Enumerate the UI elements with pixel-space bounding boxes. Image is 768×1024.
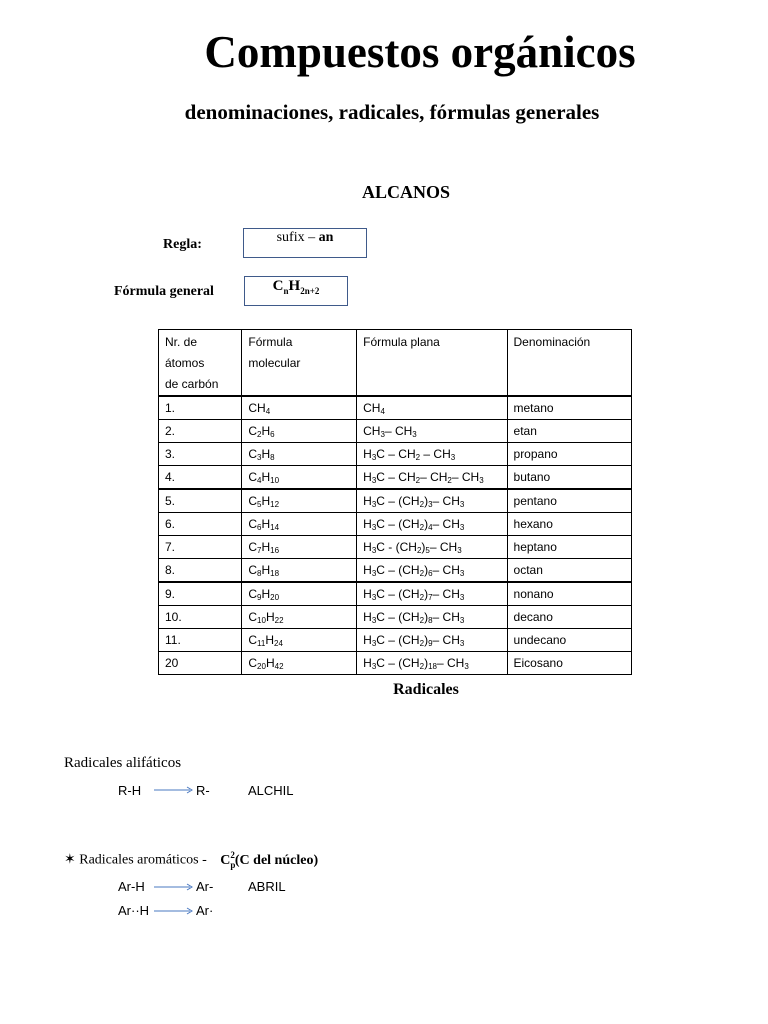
aromatic-radicals-list: [118, 875, 286, 923]
molecular-formula: $C_{11}H_{24}$: [248, 633, 283, 648]
header-line: átomos: [165, 356, 205, 370]
aliphatic-radicals-title: Radicales alifáticos: [64, 755, 182, 771]
molecular-formula-cell: [242, 420, 357, 443]
molecular-formula: $C_7H_{16}$: [248, 540, 280, 555]
molecular-formula-cell: [242, 652, 357, 675]
header-line: Nr. de: [165, 335, 198, 349]
header-line: Fórmula: [248, 335, 293, 349]
molecular-formula-cell: [242, 606, 357, 629]
structural-formula: $H_3C - (CH_2)_3-$ $CH_3$: [363, 494, 465, 509]
aromatic-title-text: Radicales aromáticos -: [79, 852, 207, 868]
table-row: [159, 420, 632, 443]
molecular-formula-cell: [242, 513, 357, 536]
structural-formula-cell: [357, 606, 507, 629]
table-header-cell: [159, 330, 242, 397]
molecular-formula: $C_5H_{12}$: [248, 494, 280, 509]
molecular-formula-cell: [242, 443, 357, 466]
carbon-count-cell: 2.: [159, 420, 242, 443]
radical: Ar·: [196, 903, 214, 918]
molecular-formula: $C_2H_6$: [248, 424, 275, 439]
rule-box: [243, 228, 367, 258]
radical-reaction-row: [118, 780, 294, 800]
name-cell: butano: [507, 466, 631, 490]
aromatic-note-sub: p: [230, 859, 236, 870]
table-header-row: [159, 330, 632, 397]
carbon-count-cell: 4.: [159, 466, 242, 490]
name-cell: undecano: [507, 629, 631, 652]
structural-formula: $H_3C - CH_2 - CH_3$: [363, 447, 456, 462]
molecular-formula: $C_8H_{18}$: [248, 563, 280, 578]
header-line: Denominación: [513, 335, 591, 349]
name-cell: etan: [507, 420, 631, 443]
aromatic-note-text: (C del núcleo): [234, 852, 319, 868]
structural-formula: $H_3C - (CH_2)_9-$ $CH_3$: [363, 633, 465, 648]
formula-h: H: [288, 278, 301, 294]
structural-formula: $H_3C - CH_2-$ $CH_2-$ $CH_3$: [363, 470, 484, 485]
table-header-cell: [242, 330, 357, 397]
table-header-cell: [357, 330, 507, 397]
name-cell: octan: [507, 559, 631, 583]
name-cell: Eicosano: [507, 652, 631, 675]
aromatic-note-sup: 2: [230, 850, 235, 860]
molecular-formula-cell: [242, 629, 357, 652]
aromatic-note-c: C: [220, 852, 231, 868]
carbon-count-cell: 9.: [159, 582, 242, 606]
molecular-formula-cell: [242, 559, 357, 583]
structural-formula: $H_3C - (CH_2)_5-$ $CH_3$: [363, 540, 462, 555]
reactant: Ar-H: [118, 879, 145, 894]
carbon-count-cell: 5.: [159, 489, 242, 513]
molecular-formula: $C_{10}H_{22}$: [248, 610, 284, 625]
carbon-count-cell: 8.: [159, 559, 242, 583]
section-heading-alcanos: ALCANOS: [361, 182, 450, 202]
structural-formula: $H_3C - (CH_2)_4-$ $CH_3$: [363, 517, 465, 532]
section-heading-radicales: Radicales: [393, 681, 459, 698]
molecular-formula: $C_{20}H_{42}$: [248, 656, 284, 671]
structural-formula: $H_3C - (CH_2)_7-$ $CH_3$: [363, 587, 465, 602]
name-cell: metano: [507, 396, 631, 420]
structural-formula: $CH_4$: [363, 401, 385, 416]
structural-formula-cell: [357, 420, 507, 443]
molecular-formula-cell: [242, 582, 357, 606]
structural-formula-cell: [357, 652, 507, 675]
structural-formula-cell: [357, 443, 507, 466]
name-cell: pentano: [507, 489, 631, 513]
structural-formula-cell: [357, 396, 507, 420]
table-row: [159, 652, 632, 675]
header-line: de carbón: [165, 377, 219, 391]
structural-formula: $H_3C - (CH_2)_6-$ $CH_3$: [363, 563, 465, 578]
reactant: R-H: [118, 782, 142, 798]
radical-name: ABRIL: [248, 879, 286, 894]
name-cell: nonano: [507, 582, 631, 606]
page-title: Compuestos orgánicos: [204, 27, 636, 77]
formula-c: C: [272, 278, 284, 294]
table-row: [159, 606, 632, 629]
carbon-count-cell: 20: [159, 652, 242, 675]
structural-formula: $CH_3-$ $CH_3$: [363, 424, 417, 439]
rule-label: Regla:: [163, 237, 202, 252]
reactant: Ar··H: [118, 903, 150, 918]
alkane-table: [158, 329, 632, 675]
molecular-formula: $C_6H_{14}$: [248, 517, 280, 532]
aromatic-radicals-title: [64, 850, 318, 869]
carbon-count-cell: 1.: [159, 396, 242, 420]
general-formula-box: [244, 276, 348, 306]
carbon-count-cell: 3.: [159, 443, 242, 466]
formula-c-subscript: n: [283, 286, 289, 296]
carbon-count-cell: 7.: [159, 536, 242, 559]
radical-name: ALCHIL: [248, 782, 294, 798]
table-row: [159, 489, 632, 513]
molecular-formula-cell: [242, 536, 357, 559]
carbon-count-cell: 11.: [159, 629, 242, 652]
name-cell: decano: [507, 606, 631, 629]
bullet-icon: ✶: [64, 852, 76, 868]
structural-formula: $H_3C - (CH_2)_8-$ $CH_3$: [363, 610, 465, 625]
structural-formula-cell: [357, 582, 507, 606]
table-row: [159, 536, 632, 559]
molecular-formula: $C_9H_{20}$: [248, 587, 280, 602]
aromatic-note: [220, 850, 319, 870]
general-formula-label: Fórmula general: [114, 284, 214, 299]
header-line: molecular: [248, 356, 301, 370]
name-cell: heptano: [507, 536, 631, 559]
rule-value-prefix: sufix –: [276, 230, 319, 245]
structural-formula-cell: [357, 489, 507, 513]
radical: R-: [196, 782, 210, 798]
molecular-formula-cell: [242, 466, 357, 490]
structural-formula-cell: [357, 466, 507, 490]
header-line: Fórmula plana: [363, 335, 440, 349]
name-cell: hexano: [507, 513, 631, 536]
radical: Ar-: [196, 879, 214, 894]
table-row: [159, 396, 632, 420]
structural-formula-cell: [357, 513, 507, 536]
name-cell: propano: [507, 443, 631, 466]
carbon-count-cell: 6.: [159, 513, 242, 536]
formula-h-subscript: 2n+2: [300, 286, 320, 296]
aliphatic-radicals-list: [118, 780, 294, 800]
table-header-cell: [507, 330, 631, 397]
page-subtitle: denominaciones, radicales, fórmulas generales: [184, 100, 600, 124]
structural-formula-cell: [357, 536, 507, 559]
table-row: [159, 582, 632, 606]
arrow-right-icon: [154, 882, 194, 892]
radical-reaction-row: [118, 875, 286, 899]
carbon-count-cell: 10.: [159, 606, 242, 629]
table-row: [159, 513, 632, 536]
table-row: [159, 559, 632, 583]
table-row: [159, 443, 632, 466]
molecular-formula: $C_3H_8$: [248, 447, 275, 462]
molecular-formula: $C_4H_{10}$: [248, 470, 280, 485]
table-row: [159, 466, 632, 490]
arrow-right-icon: [154, 785, 194, 795]
structural-formula-cell: [357, 629, 507, 652]
table-row: [159, 629, 632, 652]
molecular-formula-cell: [242, 396, 357, 420]
molecular-formula: $CH_4$: [248, 401, 271, 416]
structural-formula-cell: [357, 559, 507, 583]
rule-value-suffix: an: [318, 230, 334, 245]
arrow-right-icon: [154, 906, 194, 916]
structural-formula: $H_3C - (CH_2)_{18}-$ $CH_3$: [363, 656, 469, 671]
molecular-formula-cell: [242, 489, 357, 513]
radical-reaction-row: [118, 899, 286, 923]
